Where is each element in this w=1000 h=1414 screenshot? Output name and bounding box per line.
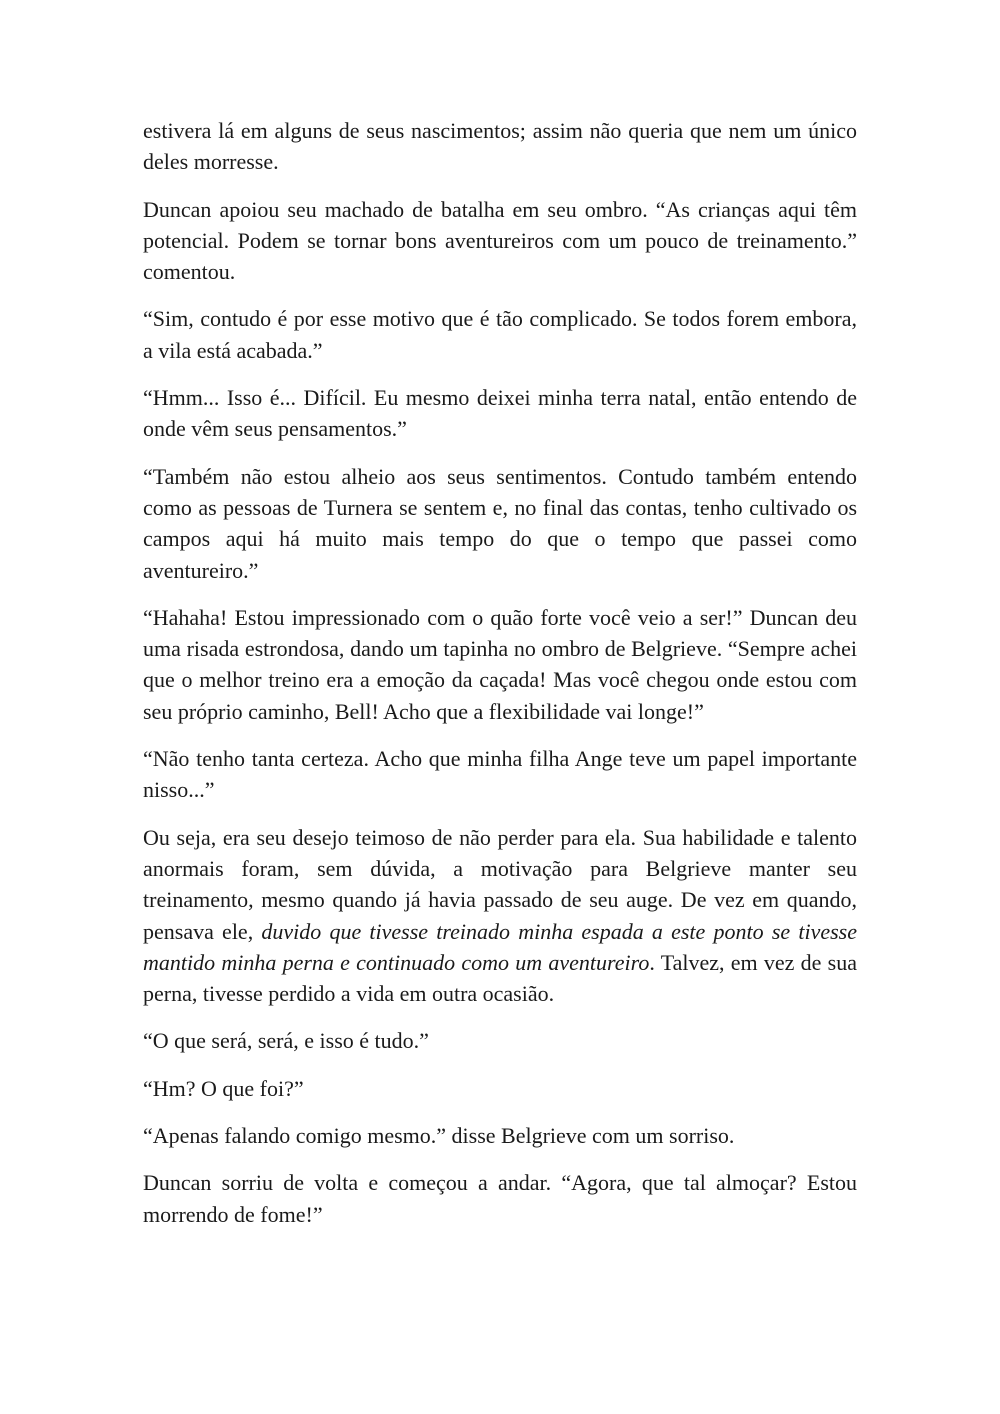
paragraph-2: Duncan apoiou seu machado de batalha em seu ombro. “As crianças aqui têm potencial. Podem se tornar bons aventureiros com um pouco de treinamento.” comentou.: [143, 196, 857, 285]
paragraph-4: “Hmm... Isso é... Difícil. Eu mesmo deixei minha terra natal, então entendo de onde vêm seus pensamentos.”: [143, 385, 857, 442]
paragraph-10: “Hm? O que foi?”: [143, 1075, 304, 1101]
paragraph-3: “Sim, contudo é por esse motivo que é tão complicado. Se todos forem embora, a vila está acabada.”: [143, 306, 857, 363]
paragraph-8-italic-thought: duvido que tivesse treinado minha espada a este ponto se tivesse mantido minha perna e continuado como um aventureiro: [143, 918, 857, 975]
paragraph-11: “Apenas falando comigo mesmo.” disse Belgrieve com um sorriso.: [143, 1123, 735, 1149]
paragraph-5: “Também não estou alheio aos seus sentimentos. Contudo também entendo como as pessoas de Turnera se sentem e, no final das contas, tenho cultivado os campos aqui há muito mais tempo do que o tempo que passei como aventureiro.”: [143, 463, 857, 583]
paragraph-9: “O que será, será, e isso é tudo.”: [143, 1028, 429, 1054]
paragraph-8-start: Ou seja, era seu desejo teimoso de não perder para ela. Sua habilidade e talento anormais foram, sem dúvida, a motivação para Belgrieve manter seu treinamento, mesmo quando já havia passado de seu auge. De vez em quando, pensava ele,: [143, 824, 857, 944]
paragraph-8-end: . Talvez, em vez de sua perna, tivesse perdido a vida em outra ocasião.: [143, 949, 857, 1007]
paragraph-8: [143, 822, 857, 1010]
paragraph-12: Duncan sorriu de volta e começou a andar. “Agora, que tal almoçar? Estou morrendo de fome!”: [143, 1170, 857, 1227]
paragraph-6: “Hahaha! Estou impressionado com o quão forte você veio a ser!” Duncan deu uma risada estrondosa, dando um tapinha no ombro de Belgrieve. “Sempre achei que o melhor treino era a emoção da caçada! Mas você chegou onde estou com seu próprio caminho, Bell! Acho que a flexibilidade vai longe!”: [143, 604, 857, 724]
page-body: [143, 115, 857, 1246]
paragraph-1: estivera lá em alguns de seus nascimentos; assim não queria que nem um único deles morresse.: [143, 118, 857, 175]
paragraph-7: “Não tenho tanta certeza. Acho que minha filha Ange teve um papel importante nisso...”: [143, 746, 857, 803]
